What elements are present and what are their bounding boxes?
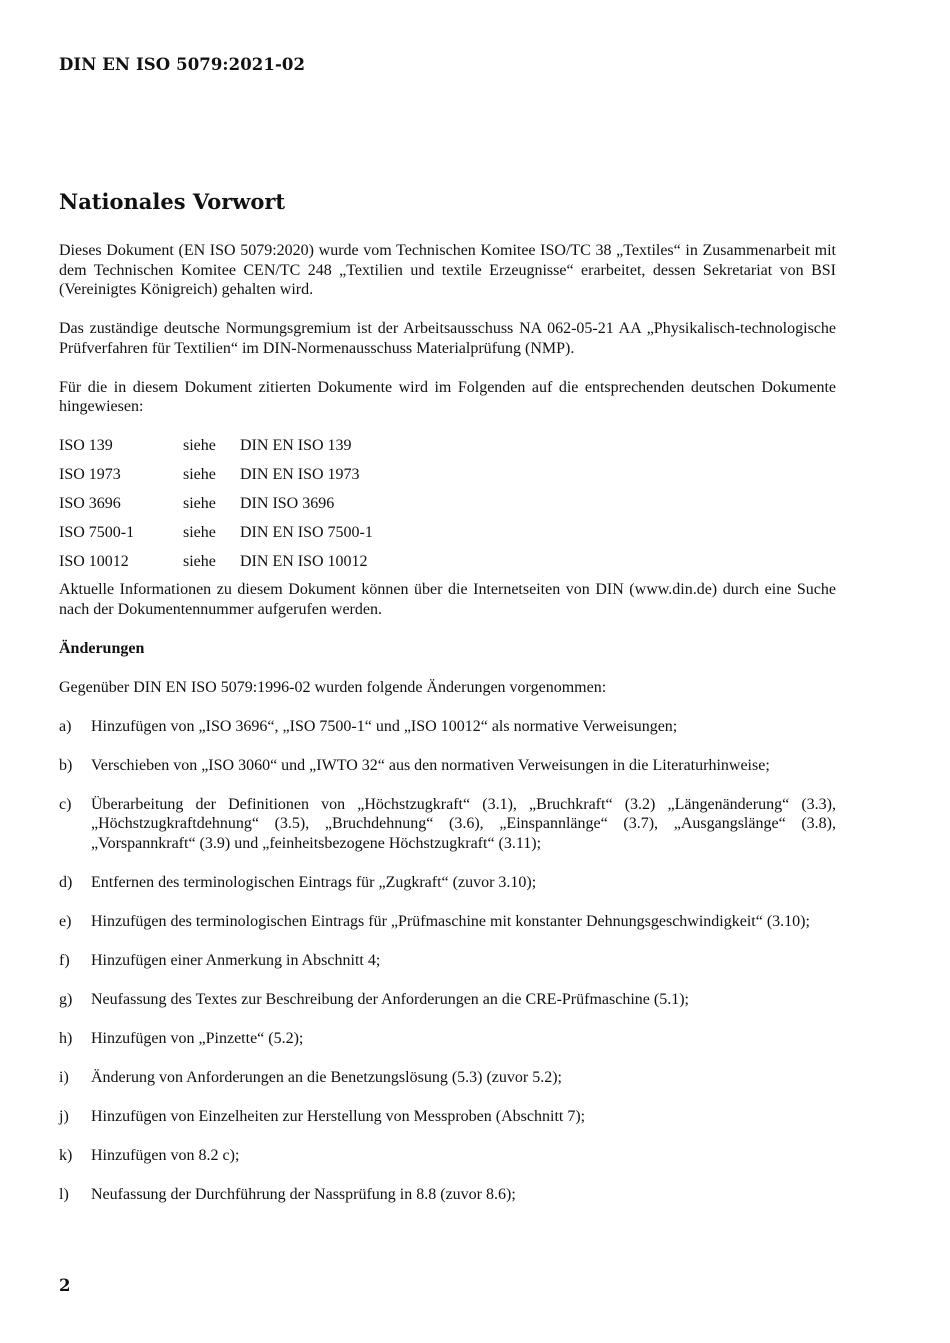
reference-din: DIN EN ISO 10012 [240, 553, 368, 570]
page-number: 2 [59, 1276, 71, 1295]
list-item-letter: d) [59, 873, 73, 891]
list-item-letter: h) [59, 1029, 73, 1047]
list-item-text: Überarbeitung der Definitionen von „Höchstzugkraft“ (3.1), „Bruchkraft“ (3.2) „Längenänderung“ (3.3), „Höchstzugkraftdehnung“ (3.5), „Bruchdehnung“ (3.6), „Einspannlänge“ (3.7), „Ausgangslänge“ (3.8), „Vorspannkraft“ (3.9) und „feinheitsbezogene Höchstzugkraft“ (3.11); [91, 795, 836, 852]
section-title: Nationales Vorwort [59, 189, 286, 214]
document-id-header: DIN EN ISO 5079:2021-02 [59, 55, 306, 74]
list-item-letter: e) [59, 912, 72, 930]
list-item [59, 756, 836, 776]
list-item-letter: a) [59, 717, 72, 735]
list-item-text: Entfernen des terminologischen Eintrags für „Zugkraft“ (zuvor 3.10); [91, 873, 537, 891]
paragraph-committee: Dieses Dokument (EN ISO 5079:2020) wurde vom Technischen Komitee ISO/TC 38 „Textiles“ in Zusammenarbeit mit dem Technischen Komitee CEN/TC 248 „Textilien und textile Erzeugnisse“ erarbeitet, dessen Sekretariat von BSI (Vereinigtes Königreich) gehalten wird. [59, 242, 836, 298]
reference-see: siehe [183, 466, 216, 483]
reference-iso: ISO 139 [59, 437, 113, 454]
reference-din: DIN EN ISO 139 [240, 437, 352, 454]
list-item [59, 873, 836, 893]
reference-see: siehe [183, 524, 216, 541]
list-item [59, 1146, 836, 1166]
list-item-letter: i) [59, 1068, 69, 1086]
list-item [59, 912, 836, 932]
reference-din: DIN EN ISO 7500-1 [240, 524, 373, 541]
changes-heading: Änderungen [59, 639, 145, 657]
list-item-letter: k) [59, 1146, 73, 1164]
list-item-text: Hinzufügen von „Pinzette“ (5.2); [91, 1029, 304, 1047]
changes-list [59, 717, 836, 1205]
list-item-text: Hinzufügen von 8.2 c); [91, 1146, 240, 1164]
list-item [59, 951, 836, 971]
list-item-letter: g) [59, 990, 73, 1008]
reference-row [59, 436, 836, 465]
reference-row [59, 494, 836, 523]
list-item [59, 1029, 836, 1049]
reference-see: siehe [183, 553, 216, 570]
list-item-letter: b) [59, 756, 73, 774]
list-item-text: Hinzufügen von „ISO 3696“, „ISO 7500-1“ und „ISO 10012“ als normative Verweisungen; [91, 717, 678, 735]
paragraph-cited-documents: Für die in diesem Dokument zitierten Dokumente wird im Folgenden auf die entsprechenden deutschen Dokumente hingewiesen: [59, 378, 836, 415]
document-body [59, 187, 836, 1224]
list-item-letter: j) [59, 1107, 69, 1125]
list-item-text: Hinzufügen des terminologischen Eintrags für „Prüfmaschine mit konstanter Dehnungsgeschwindigkeit“ (3.10); [91, 912, 810, 930]
list-item-letter: c) [59, 795, 72, 813]
reference-din: DIN ISO 3696 [240, 495, 335, 512]
list-item-letter: l) [59, 1185, 69, 1203]
reference-iso: ISO 3696 [59, 495, 121, 512]
reference-iso: ISO 10012 [59, 553, 129, 570]
reference-table [59, 436, 836, 581]
list-item-letter: f) [59, 951, 70, 969]
list-item [59, 1068, 836, 1088]
reference-iso: ISO 1973 [59, 466, 121, 483]
reference-row [59, 552, 836, 581]
list-item [59, 717, 836, 737]
paragraph-current-info: Aktuelle Informationen zu diesem Dokument können über die Internetseiten von DIN (www.din.de) durch eine Suche nach der Dokumentennummer aufgerufen werden. [59, 581, 836, 618]
reference-row [59, 465, 836, 494]
list-item [59, 1107, 836, 1127]
list-item [59, 795, 836, 854]
reference-iso: ISO 7500-1 [59, 524, 135, 541]
list-item-text: Hinzufügen einer Anmerkung in Abschnitt 4; [91, 951, 381, 969]
changes-intro: Gegenüber DIN EN ISO 5079:1996-02 wurden folgende Änderungen vorgenommen: [59, 678, 607, 696]
list-item [59, 990, 836, 1010]
paragraph-responsible-body: Das zuständige deutsche Normungsgremium ist der Arbeitsausschuss NA 062-05-21 AA „Physikalisch-technologische Prüfverfahren für Textilien“ im DIN-Normenausschuss Materialprüfung (NMP). [59, 320, 836, 357]
reference-din: DIN EN ISO 1973 [240, 466, 360, 483]
list-item-text: Hinzufügen von Einzelheiten zur Herstellung von Messproben (Abschnitt 7); [91, 1107, 586, 1125]
reference-see: siehe [183, 495, 216, 512]
reference-see: siehe [183, 437, 216, 454]
list-item [59, 1185, 836, 1205]
list-item-text: Verschieben von „ISO 3060“ und „IWTO 32“ aus den normativen Verweisungen in die Literaturhinweise; [91, 756, 770, 774]
reference-row [59, 523, 836, 552]
list-item-text: Neufassung des Textes zur Beschreibung der Anforderungen an die CRE-Prüfmaschine (5.1); [91, 990, 689, 1008]
list-item-text: Änderung von Anforderungen an die Benetzungslösung (5.3) (zuvor 5.2); [91, 1068, 562, 1086]
list-item-text: Neufassung der Durchführung der Nassprüfung in 8.8 (zuvor 8.6); [91, 1185, 516, 1203]
